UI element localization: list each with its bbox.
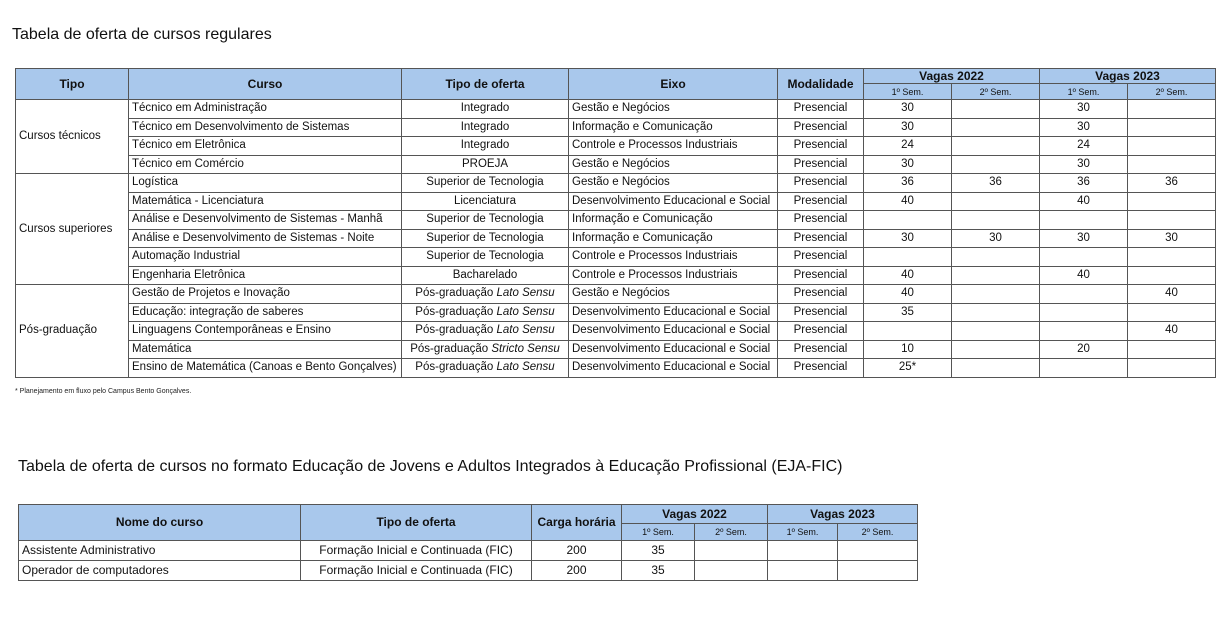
cell-curso: Análise e Desenvolvimento de Sistemas - Noite [129, 229, 402, 248]
cell-vagas-2022-sem2 [952, 266, 1040, 285]
oferta-text: Integrado [460, 120, 510, 133]
cell-tipo-oferta: Formação Inicial e Continuada (FIC) [301, 561, 532, 581]
cell-eixo: Gestão e Negócios [569, 174, 778, 193]
table-row [16, 155, 1216, 174]
cell-vagas-2022-sem1: 30 [864, 118, 952, 137]
header-2022-sem2: 2º Sem. [952, 84, 1040, 100]
cell-vagas-2022-sem2 [952, 211, 1040, 230]
cell-vagas-2023-sem2: 30 [1128, 229, 1216, 248]
table-row [16, 211, 1216, 230]
header-2023-sem1: 1º Sem. [1040, 84, 1128, 100]
cell-eixo: Informação e Comunicação [569, 229, 778, 248]
cell-eixo: Desenvolvimento Educacional e Social [569, 303, 778, 322]
eja-fic-table [18, 504, 918, 581]
cell-vagas-2023-sem1: 36 [1040, 174, 1128, 193]
cell-modalidade: Presencial [778, 137, 864, 156]
cell-curso: Matemática [129, 340, 402, 359]
cell-tipo-oferta [402, 137, 569, 156]
cell-tipo: Cursos técnicos [16, 100, 129, 174]
cell-eixo: Gestão e Negócios [569, 285, 778, 304]
cell-eixo: Informação e Comunicação [569, 118, 778, 137]
cell-vagas-2022-sem1: 36 [864, 174, 952, 193]
header-t2-2023-sem2: 2º Sem. [838, 524, 918, 541]
oferta-text: Integrado [460, 139, 510, 152]
cell-vagas-2022-sem1: 30 [864, 229, 952, 248]
cell-vagas-2022-sem2: 36 [952, 174, 1040, 193]
cell-modalidade: Presencial [778, 340, 864, 359]
cell-eixo: Desenvolvimento Educacional e Social [569, 322, 778, 341]
oferta-text: Superior de Tecnologia [426, 250, 544, 263]
cell-modalidade: Presencial [778, 266, 864, 285]
cell-vagas-2022-sem1 [864, 211, 952, 230]
cell-curso: Logística [129, 174, 402, 193]
cell-modalidade: Presencial [778, 359, 864, 378]
cell-vagas-2022-sem1: 35 [864, 303, 952, 322]
cell-vagas-2023-sem1 [1040, 285, 1128, 304]
cell-vagas-2022-sem1: 24 [864, 137, 952, 156]
oferta-italic-text: Lato Sensu [496, 324, 555, 337]
table-row [16, 192, 1216, 211]
cell-vagas-2022-sem2 [695, 561, 768, 581]
cell-carga-horaria: 200 [532, 541, 622, 561]
table-row [16, 118, 1216, 137]
cell-tipo-oferta [402, 100, 569, 119]
cell-vagas-2023-sem1: 30 [1040, 100, 1128, 119]
cell-vagas-2022-sem2 [952, 285, 1040, 304]
cell-vagas-2022-sem2 [952, 322, 1040, 341]
cell-curso: Ensino de Matemática (Canoas e Bento Gonçalves) [129, 359, 402, 378]
table-row [19, 561, 918, 581]
oferta-text: Superior de Tecnologia [426, 231, 544, 244]
oferta-text: PROEJA [461, 157, 508, 170]
cell-vagas-2023-sem2 [1128, 303, 1216, 322]
cell-vagas-2023-sem1: 24 [1040, 137, 1128, 156]
cell-vagas-2023-sem1: 20 [1040, 340, 1128, 359]
header-vagas-2023-t2: Vagas 2023 [768, 505, 918, 524]
cell-vagas-2022-sem1: 10 [864, 340, 952, 359]
cell-vagas-2023-sem2 [1128, 340, 1216, 359]
cell-curso: Engenharia Eletrônica [129, 266, 402, 285]
cell-vagas-2023-sem2: 36 [1128, 174, 1216, 193]
oferta-text: Pós-graduação [415, 287, 497, 300]
header-carga-horaria: Carga horária [532, 505, 622, 541]
cell-vagas-2022-sem1: 30 [864, 155, 952, 174]
cell-tipo-oferta [402, 174, 569, 193]
cell-vagas-2022-sem2 [952, 155, 1040, 174]
cell-vagas-2023-sem1: 30 [1040, 229, 1128, 248]
table-row [16, 100, 1216, 119]
cell-tipo-oferta [402, 229, 569, 248]
header-eixo: Eixo [569, 69, 778, 100]
table-row [16, 340, 1216, 359]
table-row [16, 303, 1216, 322]
cell-vagas-2023-sem1 [1040, 211, 1128, 230]
cell-vagas-2022-sem1: 25* [864, 359, 952, 378]
cell-vagas-2022-sem2 [952, 118, 1040, 137]
cell-vagas-2023-sem2 [1128, 118, 1216, 137]
cell-vagas-2023-sem2 [1128, 137, 1216, 156]
cell-vagas-2023-sem2 [1128, 248, 1216, 267]
cell-vagas-2023-sem2 [1128, 211, 1216, 230]
cell-vagas-2023-sem2 [1128, 359, 1216, 378]
cell-curso: Linguagens Contemporâneas e Ensino [129, 322, 402, 341]
cell-modalidade: Presencial [778, 248, 864, 267]
cell-nome-curso: Assistente Administrativo [19, 541, 301, 561]
cell-carga-horaria: 200 [532, 561, 622, 581]
cell-tipo-oferta [402, 248, 569, 267]
cell-curso: Matemática - Licenciatura [129, 192, 402, 211]
header-vagas-2023: Vagas 2023 [1040, 69, 1216, 84]
cell-eixo: Controle e Processos Industriais [569, 266, 778, 285]
header-2023-sem2: 2º Sem. [1128, 84, 1216, 100]
cell-vagas-2022-sem2 [952, 192, 1040, 211]
cell-vagas-2022-sem2 [952, 359, 1040, 378]
cell-tipo-oferta [402, 340, 569, 359]
cell-eixo: Controle e Processos Industriais [569, 248, 778, 267]
table-row [16, 229, 1216, 248]
cell-eixo: Gestão e Negócios [569, 155, 778, 174]
table-row [16, 137, 1216, 156]
cell-modalidade: Presencial [778, 211, 864, 230]
oferta-text: Integrado [460, 102, 510, 115]
table-row [16, 322, 1216, 341]
cell-vagas-2023-sem1: 30 [1040, 118, 1128, 137]
cell-curso: Automação Industrial [129, 248, 402, 267]
cell-vagas-2023-sem1: 40 [1040, 192, 1128, 211]
cell-curso: Técnico em Eletrônica [129, 137, 402, 156]
header-vagas-2022-t2: Vagas 2022 [622, 505, 768, 524]
cell-tipo-oferta [402, 192, 569, 211]
cell-vagas-2022-sem1: 40 [864, 192, 952, 211]
header-tipo-oferta: Tipo de oferta [402, 69, 569, 100]
cell-eixo: Desenvolvimento Educacional e Social [569, 192, 778, 211]
cell-vagas-2023-sem2: 40 [1128, 322, 1216, 341]
cell-vagas-2023-sem2 [838, 561, 918, 581]
cell-modalidade: Presencial [778, 303, 864, 322]
header-modalidade: Modalidade [778, 69, 864, 100]
oferta-italic-text: Lato Sensu [496, 287, 555, 300]
cell-tipo: Pós-graduação [16, 285, 129, 378]
oferta-italic-text: Lato Sensu [496, 305, 555, 318]
cell-tipo-oferta: Formação Inicial e Continuada (FIC) [301, 541, 532, 561]
cell-vagas-2022-sem2 [952, 340, 1040, 359]
cell-vagas-2023-sem1 [1040, 322, 1128, 341]
cell-vagas-2022-sem2 [695, 541, 768, 561]
header-t2-2023-sem1: 1º Sem. [768, 524, 838, 541]
header-tipo: Tipo [16, 69, 129, 100]
cell-eixo: Desenvolvimento Educacional e Social [569, 340, 778, 359]
cell-vagas-2022-sem1: 35 [622, 561, 695, 581]
cell-modalidade: Presencial [778, 118, 864, 137]
oferta-text: Superior de Tecnologia [426, 176, 544, 189]
cell-modalidade: Presencial [778, 155, 864, 174]
table-row [16, 248, 1216, 267]
footnote: * Planejamento em fluxo pelo Campus Bento Gonçalves. [15, 388, 192, 395]
cell-eixo: Desenvolvimento Educacional e Social [569, 359, 778, 378]
header-vagas-2022: Vagas 2022 [864, 69, 1040, 84]
cell-modalidade: Presencial [778, 174, 864, 193]
cell-tipo-oferta [402, 118, 569, 137]
cell-modalidade: Presencial [778, 100, 864, 119]
cell-nome-curso: Operador de computadores [19, 561, 301, 581]
table-row [19, 541, 918, 561]
cell-tipo-oferta [402, 155, 569, 174]
oferta-italic-text: Stricto Sensu [491, 342, 560, 355]
cell-curso: Técnico em Administração [129, 100, 402, 119]
cell-modalidade: Presencial [778, 192, 864, 211]
cell-vagas-2023-sem2 [1128, 155, 1216, 174]
cell-vagas-2022-sem2 [952, 137, 1040, 156]
cell-vagas-2023-sem2 [1128, 100, 1216, 119]
table-row [16, 359, 1216, 378]
cell-curso: Técnico em Desenvolvimento de Sistemas [129, 118, 402, 137]
oferta-text: Pós-graduação [415, 324, 497, 337]
regular-courses-table [15, 68, 1216, 378]
cell-vagas-2023-sem2 [1128, 266, 1216, 285]
cell-vagas-2022-sem2 [952, 303, 1040, 322]
cell-tipo-oferta [402, 303, 569, 322]
cell-tipo: Cursos superiores [16, 174, 129, 285]
cell-vagas-2022-sem2: 30 [952, 229, 1040, 248]
table2-title: Tabela de oferta de cursos no formato Educação de Jovens e Adultos Integrados à Educação Profissional (EJA-FIC) [18, 458, 843, 475]
cell-eixo: Informação e Comunicação [569, 211, 778, 230]
table-row [16, 266, 1216, 285]
cell-vagas-2022-sem1: 40 [864, 266, 952, 285]
cell-vagas-2022-sem2 [952, 248, 1040, 267]
cell-tipo-oferta [402, 322, 569, 341]
cell-vagas-2022-sem2 [952, 100, 1040, 119]
cell-vagas-2023-sem1 [1040, 303, 1128, 322]
cell-vagas-2022-sem1: 40 [864, 285, 952, 304]
header-tipo-oferta-2: Tipo de oferta [301, 505, 532, 541]
cell-curso: Técnico em Comércio [129, 155, 402, 174]
cell-vagas-2022-sem1 [864, 322, 952, 341]
cell-vagas-2023-sem1: 40 [1040, 266, 1128, 285]
cell-vagas-2023-sem2: 40 [1128, 285, 1216, 304]
cell-tipo-oferta [402, 266, 569, 285]
cell-vagas-2023-sem2 [1128, 192, 1216, 211]
cell-eixo: Gestão e Negócios [569, 100, 778, 119]
header-nome-curso: Nome do curso [19, 505, 301, 541]
cell-tipo-oferta [402, 211, 569, 230]
header-t2-2022-sem2: 2º Sem. [695, 524, 768, 541]
table-row [16, 174, 1216, 193]
oferta-text: Licenciatura [453, 194, 516, 207]
oferta-italic-text: Lato Sensu [496, 361, 555, 374]
cell-vagas-2023-sem1: 30 [1040, 155, 1128, 174]
cell-modalidade: Presencial [778, 322, 864, 341]
oferta-text: Superior de Tecnologia [426, 213, 544, 226]
cell-modalidade: Presencial [778, 229, 864, 248]
cell-curso: Gestão de Projetos e Inovação [129, 285, 402, 304]
table-row [16, 285, 1216, 304]
header-curso: Curso [129, 69, 402, 100]
cell-eixo: Controle e Processos Industriais [569, 137, 778, 156]
cell-curso: Educação: integração de saberes [129, 303, 402, 322]
cell-vagas-2022-sem1 [864, 248, 952, 267]
cell-curso: Análise e Desenvolvimento de Sistemas - Manhã [129, 211, 402, 230]
cell-modalidade: Presencial [778, 285, 864, 304]
oferta-text: Pós-graduação [410, 342, 492, 355]
cell-vagas-2023-sem1 [1040, 359, 1128, 378]
header-t2-2022-sem1: 1º Sem. [622, 524, 695, 541]
cell-vagas-2023-sem1 [1040, 248, 1128, 267]
oferta-text: Pós-graduação [415, 305, 497, 318]
cell-vagas-2023-sem1 [768, 541, 838, 561]
cell-vagas-2023-sem1 [768, 561, 838, 581]
header-2022-sem1: 1º Sem. [864, 84, 952, 100]
cell-vagas-2022-sem1: 30 [864, 100, 952, 119]
table1-title: Tabela de oferta de cursos regulares [12, 26, 272, 43]
oferta-text: Bacharelado [452, 268, 518, 281]
cell-vagas-2022-sem1: 35 [622, 541, 695, 561]
cell-vagas-2023-sem2 [838, 541, 918, 561]
cell-tipo-oferta [402, 285, 569, 304]
cell-tipo-oferta [402, 359, 569, 378]
oferta-text: Pós-graduação [415, 361, 497, 374]
